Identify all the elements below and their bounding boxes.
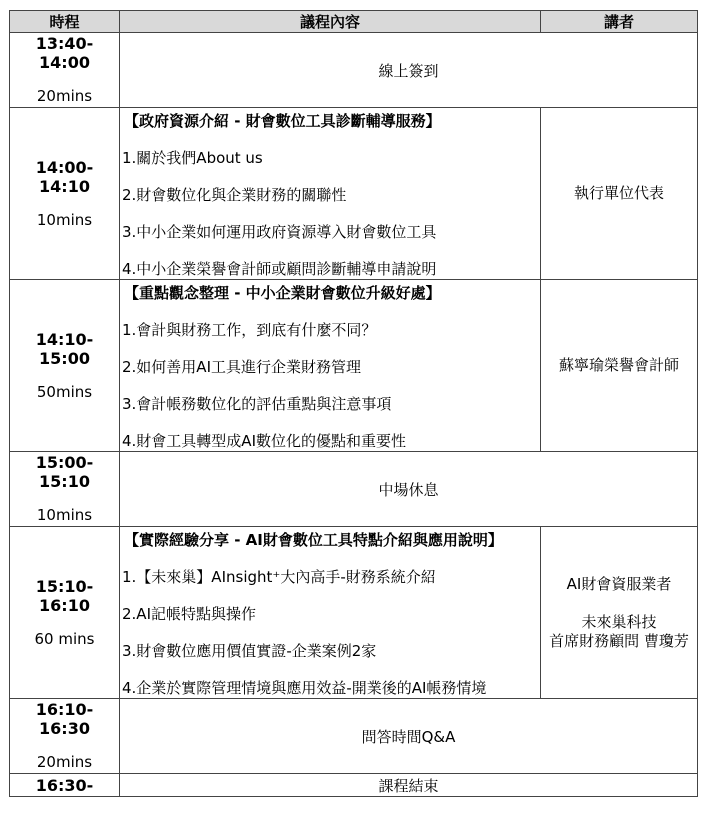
- end-time: 15:10: [39, 472, 90, 491]
- end-time: 14:00: [39, 53, 90, 72]
- session-content: 問答時間Q&A: [120, 699, 698, 774]
- list-item: 1.【未來巢】AInsight⁺大內高手-財務系統介紹: [122, 568, 436, 586]
- speaker-cell: [541, 108, 698, 280]
- session-content: 課程結束: [120, 774, 698, 797]
- start-time: 14:00-: [35, 157, 94, 177]
- list-item: 2.財會數位化與企業財務的關聯性: [122, 186, 347, 204]
- session-content: [120, 527, 541, 699]
- header-speaker: 講者: [541, 11, 698, 33]
- speaker-company: 未來巢科技: [581, 612, 657, 631]
- speaker-name: 執行單位代表: [573, 184, 664, 202]
- list-item: 4.財會工具轉型成AI數位化的優點和重要性: [122, 432, 406, 450]
- agenda-table: [9, 10, 698, 797]
- speaker-cell: [541, 280, 698, 452]
- session-content: 中場休息: [120, 452, 698, 527]
- end-time: 14:10: [39, 176, 90, 196]
- speaker-name: AI財會資服業者: [566, 574, 672, 593]
- duration: 50mins: [36, 382, 93, 401]
- speaker-cell: [541, 527, 698, 699]
- list-item: 4.企業於實際管理情境與應用效益-開業後的AI帳務情境: [122, 679, 487, 697]
- header-time: 時程: [10, 11, 120, 33]
- time-cell: [10, 699, 120, 774]
- speaker-spacer: [541, 594, 697, 613]
- start-time: 16:30-: [35, 775, 94, 795]
- list-item: 1.關於我們About us: [122, 149, 263, 167]
- list-item: 3.會計帳務數位化的評估重點與注意事項: [122, 395, 392, 413]
- table-row: [10, 527, 698, 699]
- start-time: 15:00-: [35, 453, 94, 472]
- header-content: 議程內容: [120, 11, 541, 33]
- start-time: 16:10-: [35, 700, 94, 719]
- session-content: 線上簽到: [120, 33, 698, 108]
- duration: 20mins: [36, 87, 93, 105]
- table-row: [10, 280, 698, 452]
- table-row: [10, 774, 698, 797]
- end-time: 15:00: [39, 348, 90, 368]
- session-content: [120, 280, 541, 452]
- end-time: 16:30: [39, 719, 90, 738]
- start-time: 15:10-: [35, 576, 94, 596]
- list-item: 3.中小企業如何運用政府資源導入財會數位工具: [122, 223, 437, 241]
- time-cell: [10, 108, 120, 280]
- section-title: 【重點觀念整理 - 中小企業財會數位升級好處】: [124, 284, 441, 302]
- start-time: 13:40-: [35, 34, 94, 53]
- list-item: 1.會計與財務工作，到底有什麼不同？: [122, 321, 377, 339]
- section-title: 【政府資源介紹 - 財會數位工具診斷輔導服務】: [124, 112, 441, 130]
- table-row: [10, 452, 698, 527]
- speaker-name: 蘇寧瑜榮譽會計師: [558, 356, 679, 374]
- list-item: 3.財會數位應用價值實證-企業案例2家: [122, 642, 377, 660]
- speaker-title: 首席財務顧問 曹瓊芳: [549, 631, 689, 650]
- section-title: 【實際經驗分享 - AI財會數位工具特點介紹與應用說明】: [124, 531, 503, 549]
- time-cell: [10, 527, 120, 699]
- list-item: 2.AI記帳特點與操作: [122, 605, 256, 623]
- time-cell: [10, 774, 120, 797]
- session-content: [120, 108, 541, 280]
- header-row: [10, 11, 698, 33]
- time-cell: [10, 452, 120, 527]
- end-time: 16:10: [39, 595, 90, 615]
- table-row: [10, 699, 698, 774]
- time-cell: [10, 33, 120, 108]
- duration: 10mins: [36, 506, 93, 524]
- list-item: 2.如何善用AI工具進行企業財務管理: [122, 358, 361, 376]
- duration: 20mins: [36, 753, 93, 771]
- table-row: [10, 33, 698, 108]
- time-cell: [10, 280, 120, 452]
- list-item: 4.中小企業榮譽會計師或顧問診斷輔導申請說明: [122, 260, 437, 278]
- duration: 10mins: [36, 210, 93, 229]
- start-time: 14:10-: [35, 329, 94, 349]
- table-row: [10, 108, 698, 280]
- duration: 60 mins: [34, 629, 95, 648]
